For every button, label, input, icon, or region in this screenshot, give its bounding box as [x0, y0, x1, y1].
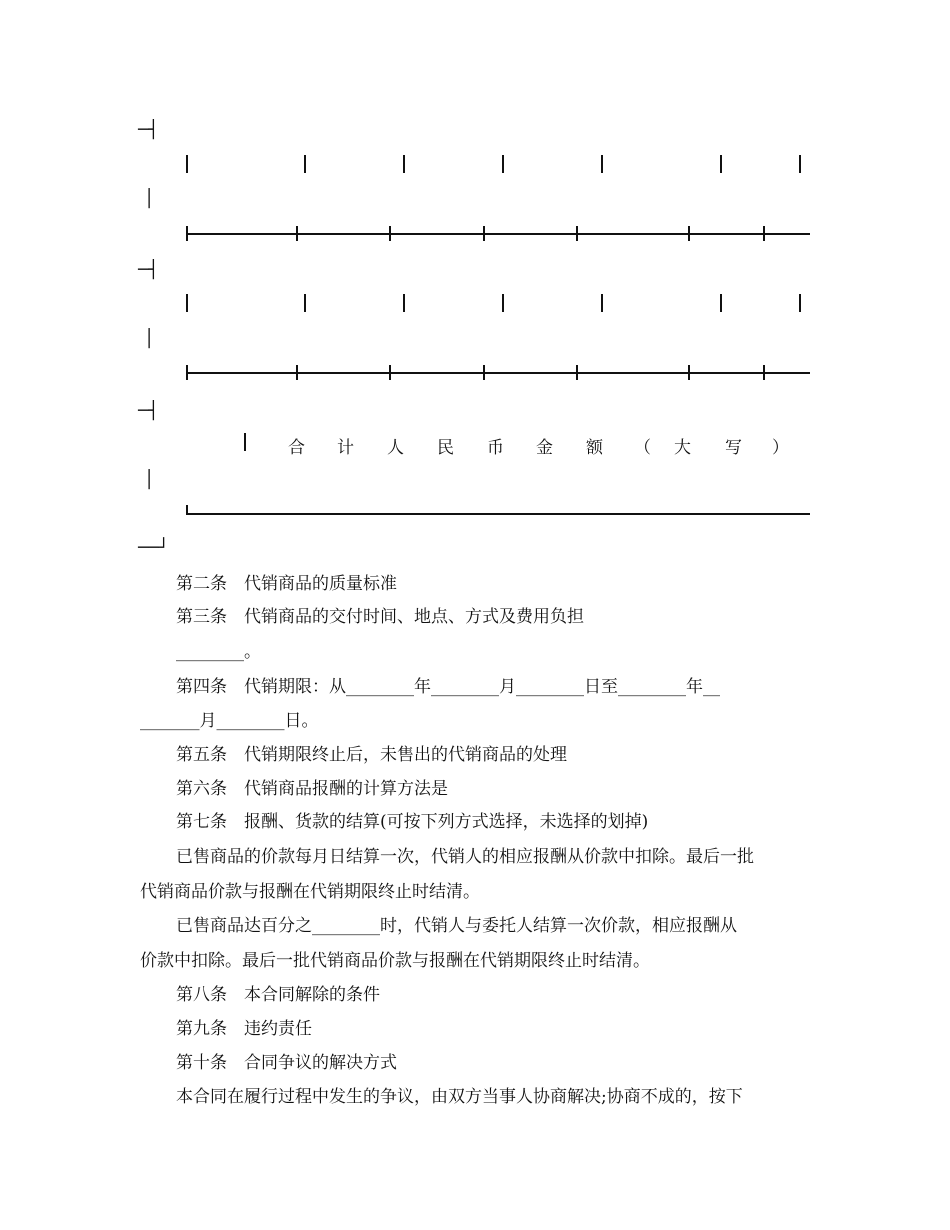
- article-4-line2: _______月________日。: [140, 711, 319, 731]
- article-7-option-2-line2: 价款中扣除。最后一批代销商品价款与报酬在代销期限终止时结清。: [140, 951, 650, 971]
- article-2: 第二条 代销商品的质量标准: [176, 574, 397, 594]
- total-char: 额: [586, 438, 603, 458]
- table-left-bar: │: [144, 189, 155, 209]
- article-3-blank: ________。: [176, 642, 261, 662]
- article-5: 第五条 代销期限终止后，未售出的代销商品的处理: [176, 745, 567, 765]
- article-10-paragraph: 本合同在履行过程中发生的争议，由双方当事人协商解决;协商不成的，按下: [176, 1087, 743, 1107]
- total-char: 计: [337, 438, 354, 458]
- article-3: 第三条 代销商品的交付时间、地点、方式及费用负担: [176, 607, 584, 627]
- table-corner: ─┤: [138, 120, 159, 140]
- article-4-line1: 第四条 代销期限：从________年________月________日至________年__: [176, 677, 720, 697]
- article-10: 第十条 合同争议的解决方式: [176, 1053, 397, 1073]
- total-char: 币: [487, 438, 504, 458]
- total-char: 金: [536, 438, 553, 458]
- total-char: 写: [725, 438, 742, 458]
- article-7-option-2-line1: 已售商品达百分之________时，代销人与委托人结算一次价款，相应报酬从: [176, 916, 737, 936]
- table-row: [186, 294, 810, 312]
- table-left-bar: │: [144, 470, 155, 490]
- total-char: 人: [387, 438, 404, 458]
- article-8: 第八条 本合同解除的条件: [176, 985, 380, 1005]
- table-total-row: [244, 433, 789, 458]
- table-corner: ─┤: [138, 260, 159, 280]
- total-char: 大: [674, 438, 691, 458]
- article-7-option-1-line1: 已售商品的价款每月日结算一次，代销人的相应报酬从价款中扣除。最后一批: [176, 847, 754, 867]
- table-bottom-border: [186, 513, 810, 515]
- article-7: 第七条 报酬、货款的结算(可按下列方式选择，未选择的划掉): [176, 812, 649, 832]
- article-9: 第九条 违约责任: [176, 1019, 312, 1039]
- table-corner: ─┤: [138, 401, 159, 421]
- total-char: 合: [288, 438, 305, 458]
- table-left-bar: │: [144, 329, 155, 349]
- total-char: ）: [772, 438, 789, 458]
- table-divider: [186, 233, 810, 235]
- article-7-option-1-line2: 代销商品价款与报酬在代销期限终止时结清。: [140, 882, 480, 902]
- table-row: [186, 155, 810, 173]
- table-divider: [186, 372, 810, 374]
- total-char: （: [634, 438, 651, 458]
- article-6: 第六条 代销商品报酬的计算方法是: [176, 779, 448, 799]
- table-corner: ──┘: [138, 538, 169, 558]
- total-char: 民: [437, 438, 454, 458]
